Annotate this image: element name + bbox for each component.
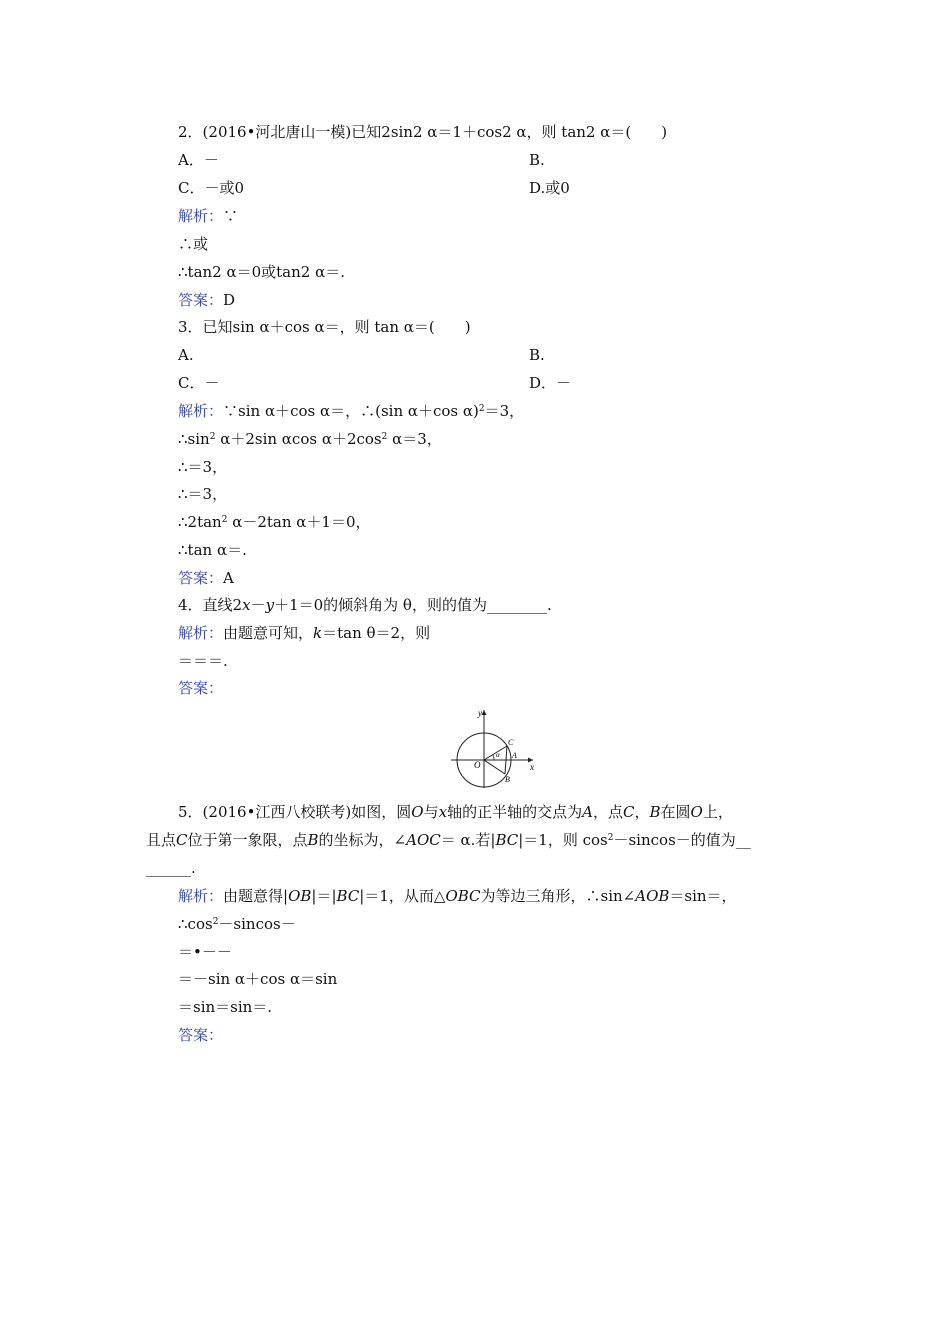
q2-solution-2: ∴或 — [178, 235, 209, 253]
angle-arc — [493, 755, 494, 760]
q5-solution-4: ＝－sin α＋cos α＝sin — [178, 970, 338, 988]
q3-sol5-text-end: α－2tan α＋1＝0， — [227, 513, 371, 531]
q3-solution-1 — [178, 401, 524, 421]
solution-label: 解析： — [178, 624, 224, 642]
var-o: O — [411, 803, 424, 821]
var-b: B — [649, 803, 661, 821]
var-x: x — [438, 803, 448, 821]
q5-sol-text: 为等边三角形，∴sin∠ — [480, 887, 636, 905]
q4-solution-1 — [178, 623, 430, 643]
var-k: k — [313, 624, 323, 642]
q5-sol-text: ＝sin＝， — [669, 887, 737, 905]
var-o: O — [690, 803, 703, 821]
q3-sol1-text-end: ＝3， — [484, 402, 525, 420]
y-axis-arrow — [482, 710, 487, 715]
answer-label: 答案： — [178, 291, 224, 309]
q4-stem — [178, 595, 552, 615]
q2-answer-value: D — [223, 291, 236, 309]
q2-stem: 2．(2016•河北唐山一模)已知2sin2 α＝1＋cos2 α，则 tan2 α＝( ) — [178, 123, 668, 141]
answer-label: 答案： — [178, 679, 224, 697]
q3-stem: 3．已知sin α＋cos α＝，则 tan α＝( ) — [178, 318, 471, 336]
var-c: C — [176, 831, 188, 849]
q3-solution-2 — [178, 429, 442, 449]
q3-sol2-text-end: α＝3， — [387, 430, 442, 448]
q2-option-d: D.或0 — [529, 179, 570, 197]
q5-text: ， — [634, 803, 650, 821]
q5-text: －sincos－的值为__ — [613, 831, 751, 849]
q5-sol-text: |＝1，从而△ — [359, 887, 446, 905]
q5-text: ，点 — [592, 803, 623, 821]
q4-solution-2: ＝＝＝. — [178, 652, 228, 670]
q5-solution-5: ＝sin＝sin＝. — [178, 998, 273, 1016]
label-a: A — [512, 751, 517, 760]
var-y: y — [265, 596, 275, 614]
superscript: 2 — [478, 404, 485, 414]
q5-text: 与 — [423, 803, 439, 821]
q5-solution-2 — [178, 914, 296, 934]
q4-stem-text-end: ＋1＝0的倾斜角为 θ，则的值为________. — [274, 596, 552, 614]
q3-option-d: D．－ — [529, 374, 572, 392]
q4-sol1-text-end: ＝tan θ＝2，则 — [322, 624, 431, 642]
q4-answer — [178, 678, 223, 698]
unit-circle-figure — [449, 704, 539, 790]
q3-solution-4: ∴＝3， — [178, 485, 228, 503]
var-aob: AOB — [635, 887, 670, 905]
q3-option-b: B. — [529, 346, 545, 364]
solution-label: 解析： — [178, 887, 224, 905]
superscript: 2 — [607, 833, 614, 843]
q5-sol-text: 由题意得| — [223, 887, 289, 905]
q3-option-a: A. — [178, 346, 194, 364]
solution-label: 解析： — [178, 402, 224, 420]
var-obc: OBC — [445, 887, 481, 905]
q4-sol1-text: 由题意可知， — [223, 624, 314, 642]
q5-text: 轴的正半轴的交点为 — [447, 803, 583, 821]
superscript: 2 — [212, 917, 219, 927]
q4-stem-text: 4．直线2 — [178, 596, 243, 614]
var-aoc: AOC — [406, 831, 441, 849]
var-c: C — [622, 803, 635, 821]
q2-option-b: B. — [529, 151, 545, 169]
var-ob: OB — [288, 887, 312, 905]
q2-option-c: C．－或0 — [178, 179, 245, 197]
q4-stem-minus: － — [250, 596, 266, 614]
var-x: x — [242, 596, 251, 614]
answer-label: 答案： — [178, 1026, 224, 1044]
q5-sol-text: －sincos－ — [218, 915, 296, 933]
q5-text: 在圆 — [660, 803, 691, 821]
q5-sol-text: ∴cos — [178, 915, 213, 933]
q5-solution-1 — [178, 886, 737, 906]
q5-text: |＝1，则 cos — [518, 831, 608, 849]
q3-sol5-text: ∴2tan — [178, 513, 222, 531]
solution-label: 解析： — [178, 207, 224, 225]
q3-sol2-text-mid: α＋2sin αcos α＋2cos — [215, 430, 382, 448]
q2-option-a: A．－ — [178, 151, 219, 169]
superscript: 2 — [209, 432, 216, 442]
answer-label: 答案： — [178, 569, 224, 587]
superscript: 2 — [381, 432, 388, 442]
label-y: y — [478, 708, 482, 718]
superscript: 2 — [221, 515, 228, 525]
q5-line-1 — [178, 802, 733, 822]
q3-answer-value: A — [223, 569, 234, 587]
q5-text: 上， — [702, 803, 733, 821]
q3-answer — [178, 568, 234, 588]
label-x: x — [530, 762, 534, 772]
var-b: B — [307, 831, 319, 849]
q2-solution-1 — [178, 206, 238, 226]
var-a: A — [582, 803, 593, 821]
q2-solution-1-text: ∵ — [223, 207, 239, 225]
var-bc: BC — [336, 887, 360, 905]
q5-solution-3: ＝•－－ — [178, 943, 232, 961]
q5-sol-text: |＝| — [311, 887, 337, 905]
q3-sol2-text: ∴sin — [178, 430, 210, 448]
q5-text: 且点 — [146, 831, 177, 849]
q2-answer — [178, 290, 235, 310]
q5-answer — [178, 1025, 223, 1045]
q3-solution-3: ∴＝3， — [178, 458, 228, 476]
q5-text: 的坐标为，∠ — [318, 831, 407, 849]
label-alpha: α — [496, 751, 500, 759]
q5-text: 5．(2016•江西八校联考)如图，圆 — [178, 803, 412, 821]
label-b: B — [505, 775, 510, 784]
q5-text: 位于第一象限，点 — [187, 831, 308, 849]
q3-option-c: C．－ — [178, 374, 220, 392]
label-o: O — [474, 760, 481, 770]
label-c: C — [508, 738, 514, 747]
segment-ob — [484, 760, 505, 774]
q5-text: ＝ α.若| — [440, 831, 496, 849]
q3-solution-6: ∴tan α＝. — [178, 541, 247, 559]
q3-solution-5 — [178, 512, 371, 532]
q3-sol1-text: ∵sin α＋cos α＝，∴(sin α＋cos α) — [223, 402, 479, 420]
var-bc: BC — [495, 831, 519, 849]
q5-line-2 — [146, 830, 751, 850]
q5-line-3: ______. — [146, 859, 196, 877]
q2-solution-3: ∴tan2 α＝0或tan2 α＝. — [178, 263, 345, 281]
